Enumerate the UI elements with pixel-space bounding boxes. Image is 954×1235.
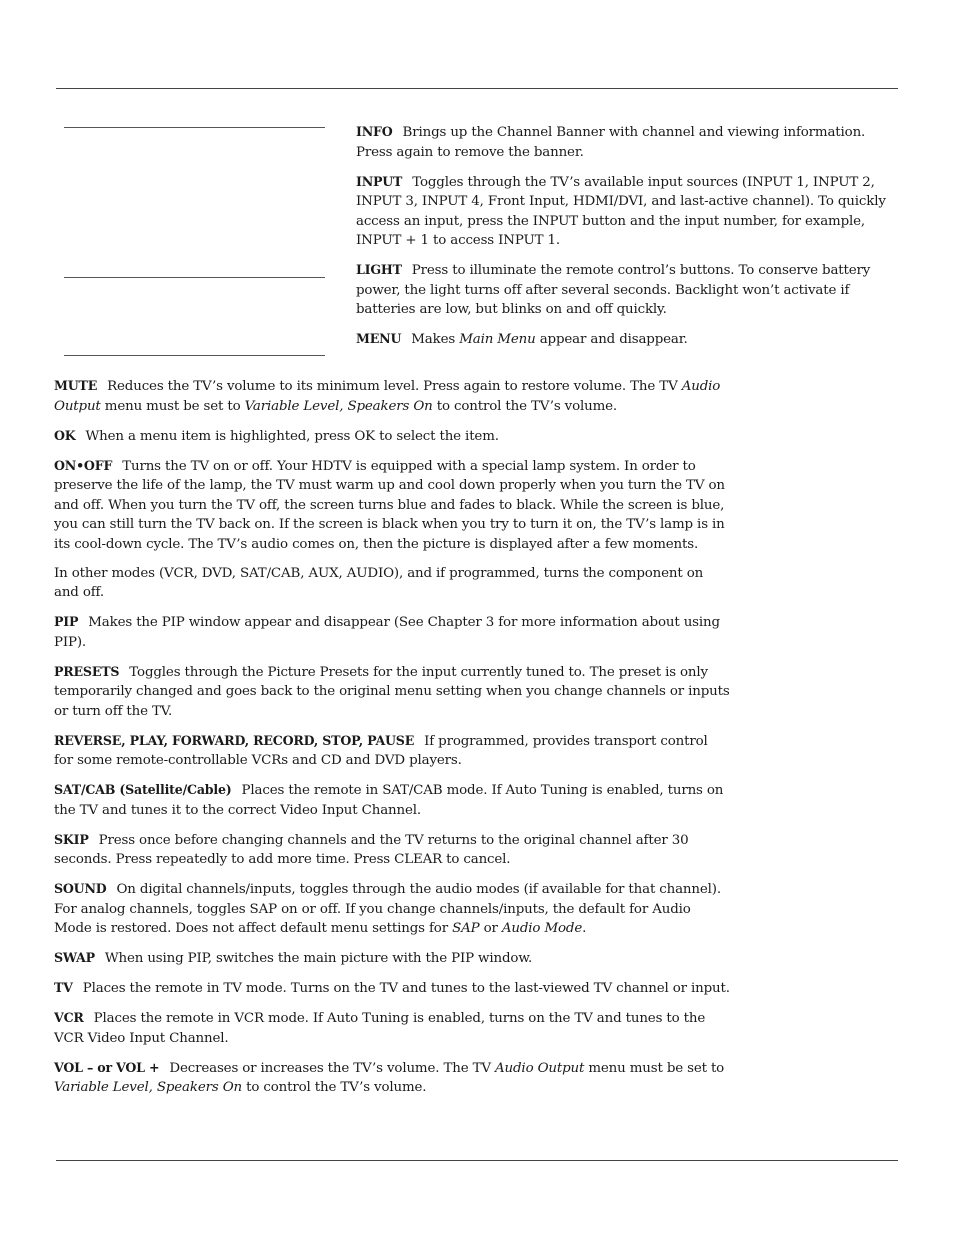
- definition-text: or: [479, 921, 502, 936]
- sidebar-rule-3: [64, 355, 325, 356]
- definition-entry: [54, 731, 730, 771]
- definition-term: VCR: [54, 1010, 84, 1025]
- definition-text: appear and disappear.: [535, 332, 688, 347]
- definition-term: SAT/CAB (Satellite/Cable): [54, 782, 232, 797]
- definition-term: VOL – or VOL +: [54, 1059, 160, 1075]
- definition-term: ON•OFF: [54, 457, 113, 473]
- definition-entry: [54, 564, 730, 603]
- definition-term: MUTE: [54, 378, 98, 393]
- definition-term: SOUND: [54, 881, 107, 896]
- definition-term: LIGHT: [356, 262, 402, 277]
- definition-text: Turns the TV on or off. Your HDTV is equipped with a special lamp system. In order to preserve the life of the lamp, the TV must warm up and cool down properly when you turn the TV on and off. When you turn the TV off, the screen turns blue and fades to black. While the screen is blue, you can still turn the TV back on. If the screen is black when you try to turn it on, the TV’s lamp is in its cool-down cycle. The TV’s audio comes on, then the picture is displayed after a few moments.: [54, 458, 725, 552]
- definition-text: When a menu item is highlighted, press OK to select the item.: [85, 428, 499, 444]
- definition-entry: [356, 172, 898, 251]
- definition-entry: [54, 830, 730, 870]
- definition-text: to control the TV’s volume.: [432, 398, 618, 414]
- right-column-entries: [356, 122, 898, 359]
- definition-entry: [54, 1058, 730, 1098]
- sidebar-rule-1: [64, 127, 325, 128]
- definition-entry: [54, 426, 730, 447]
- definition-text: Reduces the TV’s volume to its minimum level. Press again to restore volume. The TV: [107, 379, 682, 394]
- definition-term: SKIP: [54, 831, 89, 847]
- definition-term: TV: [54, 980, 73, 995]
- definition-text: On digital channels/inputs, toggles through the audio modes (if available for that channel). For analog channels, toggles SAP on or off. If you change channels/inputs, the default for Audio Mode is restored. Does not affect default menu settings for: [54, 882, 721, 936]
- definition-text: menu must be set to: [584, 1060, 725, 1076]
- definition-text: Toggles through the TV’s available input sources (INPUT 1, INPUT 2, INPUT 3, INPUT 4, Front Input, HDMI/DVI, and last-active channel). To quickly access an input, press the INPUT button and the input number, for example, INPUT + 1 to access INPUT 1.: [356, 174, 886, 248]
- definition-text: Makes: [411, 332, 460, 347]
- definition-entry: [54, 978, 730, 999]
- definition-text: Brings up the Channel Banner with channel and viewing information. Press again to remove the banner.: [356, 125, 866, 160]
- definition-text: Decreases or increases the TV’s volume. The TV: [169, 1060, 496, 1076]
- definition-italic-text: SAP: [452, 921, 480, 936]
- definition-term: SWAP: [54, 950, 95, 965]
- definition-text: If programmed, provides transport control for some remote-controllable VCRs and CD and DVD players.: [54, 733, 708, 768]
- sidebar-rule-2: [64, 277, 325, 278]
- definition-italic-text: Variable Level, Speakers On: [54, 1080, 243, 1095]
- definition-text: .: [582, 921, 587, 936]
- definition-text: Places the remote in SAT/CAB mode. If Auto Tuning is enabled, turns on the TV and tunes it to the correct Video Input Channel.: [54, 783, 724, 818]
- definition-entry: [356, 260, 898, 320]
- definition-italic-text: Audio Output: [495, 1060, 585, 1076]
- definition-entry: [54, 662, 730, 722]
- definition-italic-text: Variable Level, Speakers On: [244, 398, 433, 414]
- definition-text: When using PIP, switches the main picture with the PIP window.: [104, 951, 533, 966]
- definition-text: Press to illuminate the remote control’s buttons. To conserve battery power, the light turns off after several seconds. Backlight won’t activate if batteries are low, but blinks on and off quickly.: [356, 263, 871, 317]
- definition-italic-text: Audio Mode: [501, 921, 583, 936]
- definition-term: OK: [54, 427, 76, 443]
- definition-entry: [54, 376, 730, 416]
- definition-text: Toggles through the Picture Presets for the input currently tuned to. The preset is only temporarily changed and goes back to the original menu setting when you change channels or inputs or turn off the TV.: [54, 664, 730, 719]
- definition-italic-text: Main Menu: [459, 332, 536, 347]
- definition-term: INPUT: [356, 173, 403, 189]
- definition-term: PIP: [54, 614, 79, 629]
- definition-entry: [54, 948, 730, 969]
- definition-entry: [54, 879, 730, 939]
- definition-entry: [54, 612, 730, 652]
- definition-term: REVERSE, PLAY, FORWARD, RECORD, STOP, PAUSE: [54, 732, 415, 748]
- definition-term: PRESETS: [54, 663, 120, 679]
- definition-entry: [54, 780, 730, 820]
- definition-entry: [356, 122, 898, 162]
- definition-entry: [356, 329, 898, 350]
- definition-text: Places the remote in TV mode. Turns on the TV and tunes to the last-viewed TV channel or input.: [82, 981, 730, 996]
- definition-text: Press once before changing channels and the TV returns to the original channel after 30 seconds. Press repeatedly to add more time. Press CLEAR to cancel.: [54, 832, 689, 867]
- definition-text: to control the TV’s volume.: [242, 1080, 427, 1095]
- top-rule: [56, 88, 898, 89]
- definition-entry: [54, 456, 730, 555]
- definition-text: Makes the PIP window appear and disappear (See Chapter 3 for more information about using PIP).: [54, 615, 720, 650]
- bottom-rule: [56, 1160, 898, 1161]
- definition-text: In other modes (VCR, DVD, SAT/CAB, AUX, AUDIO), and if programmed, turns the component on and off.: [54, 565, 704, 600]
- definition-entry: [54, 1008, 730, 1048]
- main-column-entries: [54, 376, 730, 1107]
- definition-term: MENU: [356, 331, 402, 346]
- definition-text: Places the remote in VCR mode. If Auto Tuning is enabled, turns on the TV and tunes to the VCR Video Input Channel.: [54, 1011, 706, 1046]
- definition-text: menu must be set to: [100, 398, 245, 414]
- definition-italic-text: Audio Output: [54, 379, 721, 414]
- definition-term: INFO: [356, 124, 393, 139]
